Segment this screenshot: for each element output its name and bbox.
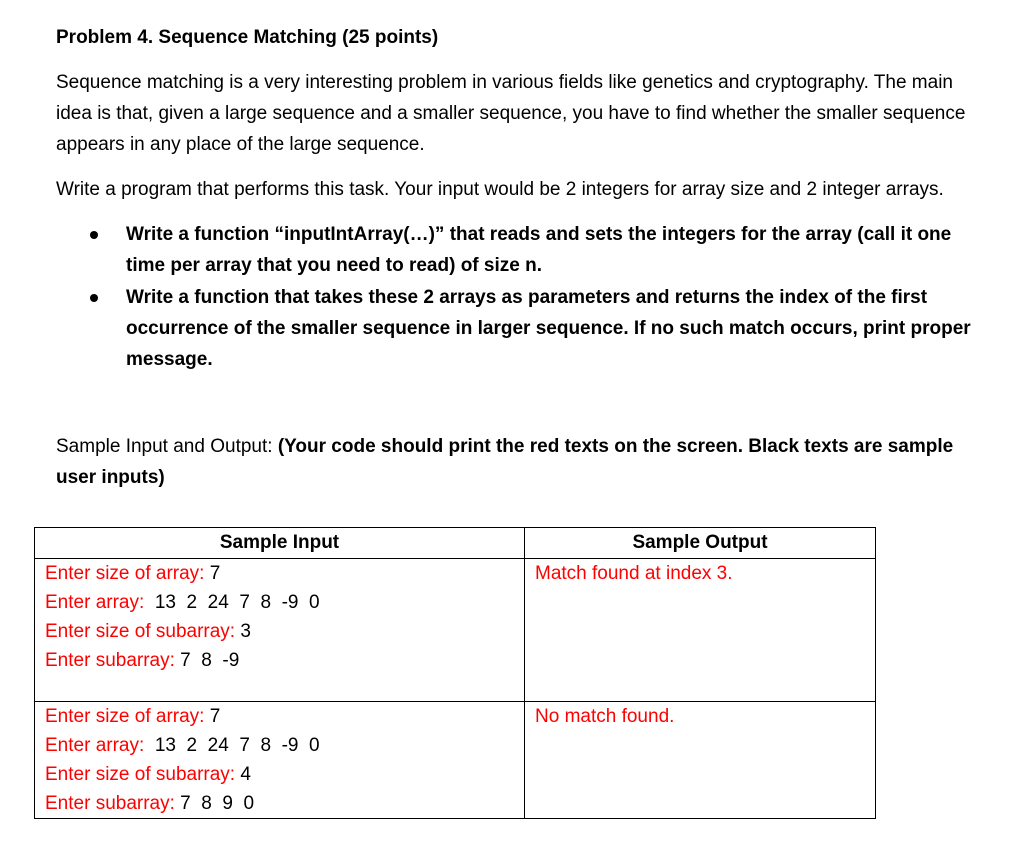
output-text: No match found. bbox=[535, 706, 675, 727]
requirements-list bbox=[56, 219, 972, 375]
sample-output-cell bbox=[525, 559, 876, 702]
input-line bbox=[45, 617, 514, 646]
table-row bbox=[35, 702, 876, 819]
user-input-text: 7 bbox=[209, 706, 221, 727]
intro-paragraph: Sequence matching is a very interesting problem in various fields like genetics and cryptography. The main idea is that, given a large sequence and a smaller sequence, you have to find whether the smaller sequence appears in any place of the large sequence. bbox=[56, 72, 966, 155]
input-line bbox=[45, 731, 514, 760]
input-line bbox=[45, 646, 514, 675]
input-line bbox=[45, 702, 514, 731]
requirement-item bbox=[56, 282, 972, 375]
user-input-text: 7 bbox=[209, 563, 221, 584]
prompt-text: Enter size of array: bbox=[45, 706, 210, 727]
sample-input-header: Sample Input bbox=[35, 528, 525, 559]
table-header-row bbox=[35, 528, 876, 559]
user-input-text: 13 2 24 7 8 -9 0 bbox=[154, 735, 320, 756]
prompt-text: Enter subarray: bbox=[45, 650, 181, 671]
problem-title: Problem 4. Sequence Matching (25 points) bbox=[56, 27, 439, 48]
user-input-text: 13 2 24 7 8 -9 0 bbox=[154, 592, 320, 613]
prompt-text: Enter size of subarray: bbox=[45, 764, 241, 785]
table-row bbox=[35, 559, 876, 702]
input-line bbox=[45, 760, 514, 789]
prompt-text: Enter size of subarray: bbox=[45, 621, 241, 642]
user-input-text: 4 bbox=[240, 764, 251, 785]
sample-input-cell bbox=[35, 559, 525, 702]
sample-intro-label: Sample Input and Output: bbox=[56, 436, 278, 457]
prompt-text: Enter array: bbox=[45, 592, 155, 613]
input-line bbox=[45, 588, 514, 617]
bullet-icon bbox=[90, 231, 98, 239]
sample-output-cell bbox=[525, 702, 876, 819]
user-input-text: 7 8 -9 bbox=[180, 650, 240, 671]
task-paragraph: Write a program that performs this task. Your input would be 2 integers for array size and 2 integer arrays. bbox=[56, 179, 944, 200]
output-text: Match found at index 3. bbox=[535, 563, 733, 584]
bullet-icon bbox=[90, 294, 98, 302]
user-input-text: 3 bbox=[240, 621, 251, 642]
sample-intro-note: (Your code should print the red texts on the screen. Black texts are sample user inputs) bbox=[56, 436, 954, 488]
input-line bbox=[45, 789, 514, 818]
requirement-text: Write a function “inputIntArray(…)” that reads and sets the integers for the array (call it one time per array that you need to read) of size n. bbox=[126, 224, 952, 276]
problem-document bbox=[56, 22, 972, 493]
user-input-text: 7 8 9 0 bbox=[180, 793, 255, 814]
input-line bbox=[45, 559, 514, 588]
sample-intro bbox=[56, 431, 972, 493]
sample-io-table bbox=[34, 527, 876, 819]
requirement-text: Write a function that takes these 2 arrays as parameters and returns the index of the first occurrence of the smaller sequence in larger sequence. If no such match occurs, print proper message. bbox=[126, 287, 971, 370]
requirement-item bbox=[56, 219, 972, 281]
prompt-text: Enter subarray: bbox=[45, 793, 181, 814]
sample-output-header: Sample Output bbox=[525, 528, 876, 559]
prompt-text: Enter size of array: bbox=[45, 563, 210, 584]
prompt-text: Enter array: bbox=[45, 735, 155, 756]
sample-input-cell bbox=[35, 702, 525, 819]
